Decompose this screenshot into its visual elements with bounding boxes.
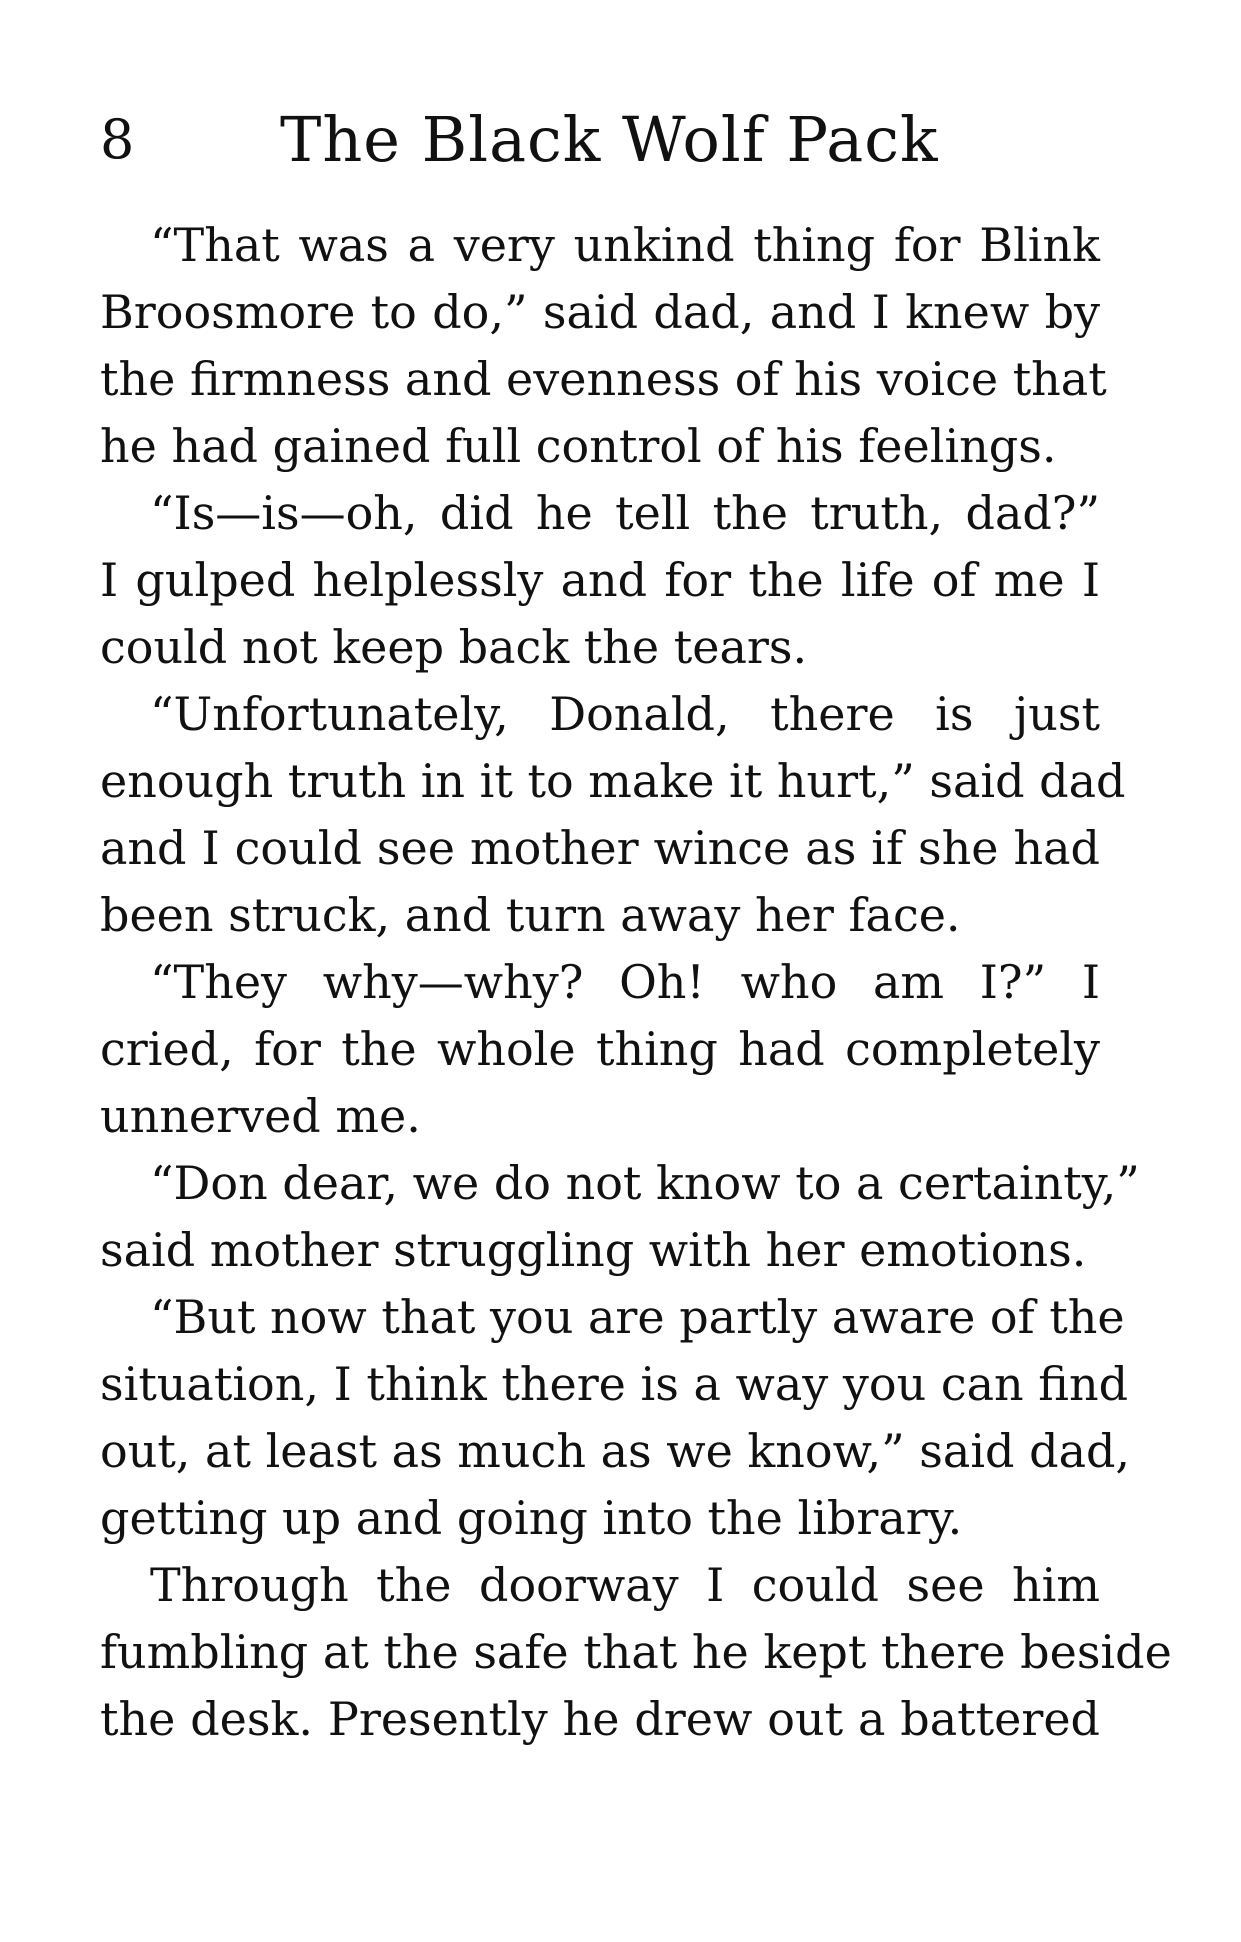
text-line: fumbling at the safe that he kept there beside (100, 1625, 1172, 1679)
text-line: said mother struggling with her emotions. (100, 1223, 1087, 1277)
text-line: “They why—why? Oh! who am I?” I (150, 955, 1100, 1009)
text-line: “Unfortunately, Donald, there is just (150, 687, 1100, 741)
text-line: he had gained full control of his feelings. (100, 419, 1057, 473)
text-line: out, at least as much as we know,” said dad, (100, 1424, 1131, 1478)
text-line: enough truth in it to make it hurt,” said dad (100, 754, 1126, 808)
text-line: the firmness and evenness of his voice that (100, 352, 1107, 406)
text-line: “Is—is—oh, did he tell the truth, dad?” (150, 486, 1100, 540)
text-line: situation, I think there is a way you can find (100, 1357, 1129, 1411)
page-number: 8 (100, 108, 135, 171)
running-title: The Black Wolf Pack (280, 103, 939, 176)
text-line: been struck, and turn away her face. (100, 888, 961, 942)
page-header (100, 100, 1120, 180)
text-line: “That was a very unkind thing for Blink (150, 218, 1100, 272)
body-text (100, 212, 1172, 1753)
text-line: “But now that you are partly aware of the (150, 1290, 1125, 1344)
text-line: Broosmore to do,” said dad, and I knew by (100, 285, 1100, 339)
text-line: getting up and going into the library. (100, 1491, 963, 1545)
text-line: cried, for the whole thing had completely (100, 1022, 1100, 1076)
text-line: “Don dear, we do not know to a certainty,” (150, 1156, 1140, 1210)
text-line: could not keep back the tears. (100, 620, 808, 674)
text-line: the desk. Presently he drew out a battered (100, 1692, 1100, 1746)
text-line: Through the doorway I could see him (150, 1558, 1100, 1612)
text-line: and I could see mother wince as if she had (100, 821, 1100, 875)
text-line: I gulped helplessly and for the life of me I (100, 553, 1100, 607)
text-line: unnerved me. (100, 1089, 421, 1143)
